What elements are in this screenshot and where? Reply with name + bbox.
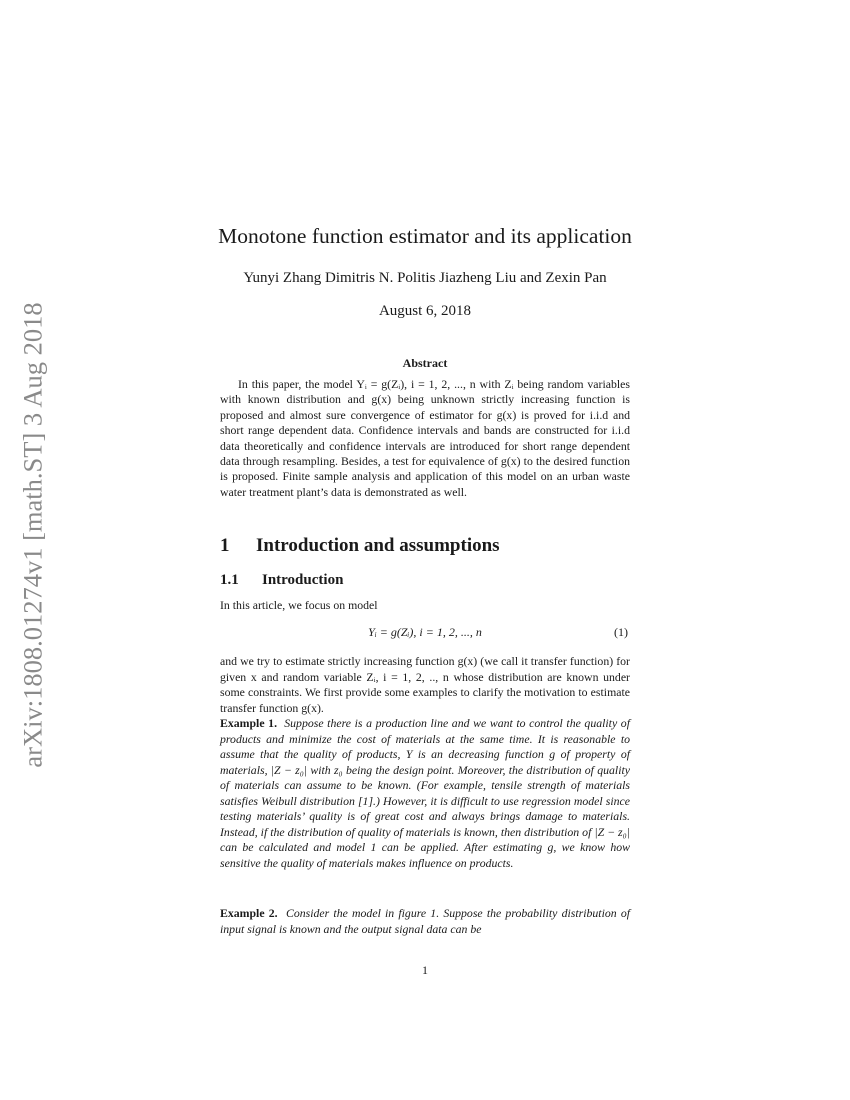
section-heading [220,535,500,557]
example-2 [220,906,630,937]
equation-body: Yᵢ = g(Zᵢ), i = 1, 2, ..., n [368,625,482,639]
abstract-heading: Abstract [402,356,448,370]
section-title: Introduction and assumptions [256,535,500,556]
motivation-paragraph: and we try to estimate strictly increasing function g(x) (we call it transfer function) for given x and random variable Zᵢ, i = 1, 2, .., n whose distribution are known under some constraints. We first provide some examples to clarify the motivation to estimate transfer function g(x). [220,654,630,715]
author-list: Yunyi Zhang Dimitris N. Politis Jiazheng Liu and Zexin Pan [243,270,607,286]
example-1-label: Example 1. [220,716,278,730]
example-2-text: Consider the model in figure 1. Suppose the probability distribution of input signal is known and the output signal data can be [220,906,631,936]
subsection-heading [220,572,343,589]
publication-date: August 6, 2018 [378,303,472,319]
example-2-label: Example 2. [220,906,278,920]
equation-number: (1) [614,625,628,639]
abstract-text: In this paper, the model Yᵢ = g(Zᵢ), i = 1, 2, ..., n with Zᵢ being random variables with known distribution and g(x) being unknown strictly increasing function is proposed and almost sure convergence of estimator for g(x) is proved for i.i.d and short range dependent data. Confidence intervals and bands are constructed for i.i.d data theoretically and confidence intervals are introduced for short range dependent data through resampling. Besides, a test for equivalence of g(x) to the desired function is proposed. Finite sample analysis and application of this model on an urban waste water treatment plant’s data is demonstrated as well. [220,377,630,499]
subsection-number: 1.1 [220,572,239,588]
example-1 [220,716,630,871]
intro-paragraph: In this article, we focus on model [220,598,378,612]
section-number: 1 [220,535,230,556]
equation-1 [220,625,630,643]
paper-title: Monotone function estimator and its application [218,224,632,248]
example-1-text: Suppose there is a production line and we want to control the quality of products and minimize the cost of materials at the same time. It is reasonable to assume that the quality of products, Y is an decreasing function g of property of materials, |Z − z₀| with z₀ being the design point. Moreover, the distribution of quality of materials can assume to be known. (For example, tensile strength of materials satisfies Weibull distribution [1].) However, it is difficult to use regression model since testing materials’ quality is of great cost and always brings damage to materials. Instead, if the distribution of quality of materials is known, then distribution of |Z − z₀| can be calculated and model 1 can be applied. After estimating g, we know how sensitive the quality of materials makes influence on products. [220,716,630,870]
subsection-title: Introduction [262,572,344,588]
page-number: 1 [422,963,428,977]
arxiv-identifier-stamp: arXiv:1808.01274v1 [math.ST] 3 Aug 2018 [17,302,48,768]
